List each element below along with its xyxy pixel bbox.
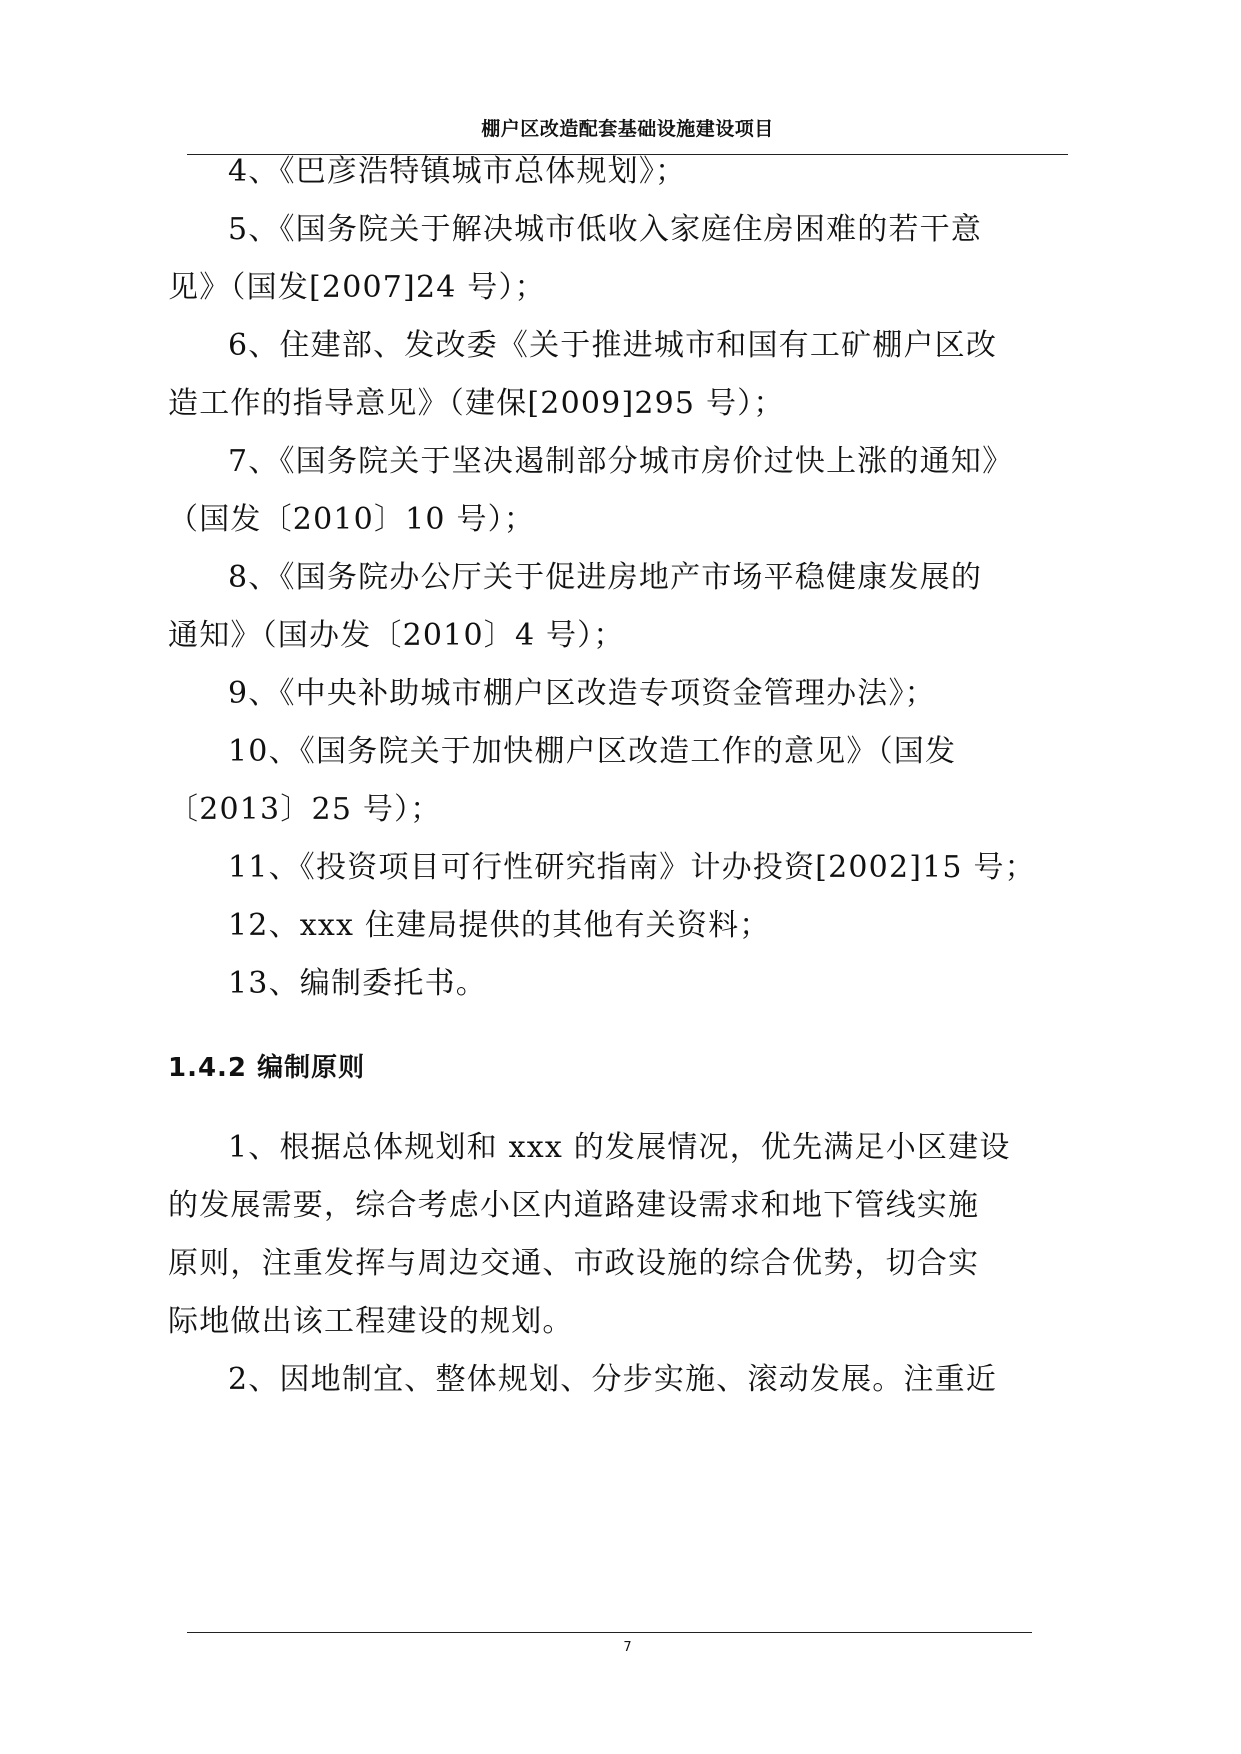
reference-item-10-line-1: 10、《国务院关于加快棚户区改造工作的意见》（国发 [228,734,957,769]
reference-item-4: 4、《巴彦浩特镇城市总体规划》； [228,154,687,189]
principle-1-line-4: 际地做出该工程建设的规划。 [168,1304,574,1339]
principle-1-line-3: 原则，注重发挥与周边交通、市政设施的综合优势，切合实 [168,1246,980,1281]
reference-item-10-line-2: 〔2013〕25 号）； [168,792,442,827]
reference-item-5-line-2: 见》（国发[2007]24 号）； [168,270,546,305]
reference-item-12: 12、xxx 住建局提供的其他有关资料； [228,908,771,943]
reference-item-6-line-1: 6、住建部、发改委《关于推进城市和国有工矿棚户区改 [228,328,998,363]
reference-item-13: 13、编制委托书。 [228,966,487,1001]
reference-item-7-line-2: （国发〔2010〕10 号）； [168,502,536,537]
principle-1-line-2: 的发展需要，综合考虑小区内道路建设需求和地下管线实施 [168,1188,980,1223]
principle-1-line-1: 1、根据总体规划和 xxx 的发展情况，优先满足小区建设 [228,1130,1011,1165]
principle-2-line-1: 2、因地制宜、整体规划、分步实施、滚动发展。注重近 [228,1362,998,1397]
reference-item-7-line-1: 7、《国务院关于坚决遏制部分城市房价过快上涨的通知》 [228,444,1014,479]
section-heading: 1.4.2 编制原则 [168,1053,366,1083]
reference-item-6-line-2: 造工作的指导意见》（建保[2009]295 号）； [168,386,785,421]
reference-item-11: 11、《投资项目可行性研究指南》计办投资[2002]15 号； [228,850,1036,885]
running-header-title: 棚户区改造配套基础设施建设项目 [481,118,774,140]
reference-item-5-line-1: 5、《国务院关于解决城市低收入家庭住房困难的若干意 [228,212,983,247]
reference-item-8-line-1: 8、《国务院办公厅关于促进房地产市场平稳健康发展的 [228,560,983,595]
footer-divider [187,1632,1032,1633]
reference-item-9: 9、《中央补助城市棚户区改造专项资金管理办法》； [228,676,936,711]
page-number: 7 [623,1640,632,1655]
reference-item-8-line-2: 通知》（国办发〔2010〕4 号）； [168,618,625,653]
